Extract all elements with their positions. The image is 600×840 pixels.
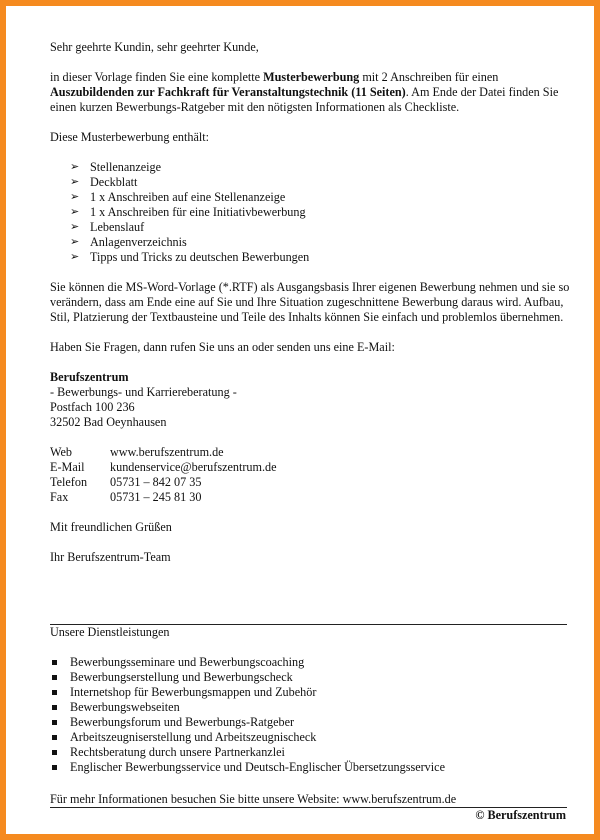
arrow-bullet-icon: ➢ [70, 191, 80, 203]
square-bullet-icon [52, 675, 57, 680]
services-section [50, 625, 570, 775]
copyright: © Berufszentrum [475, 808, 566, 822]
square-bullet-icon [52, 735, 57, 740]
square-bullet-icon [52, 750, 57, 755]
square-bullet-icon [52, 765, 57, 770]
intro-text-1: in dieser Vorlage finden Sie eine komplette [50, 70, 264, 84]
list-item: ➢ Lebenslauf [70, 220, 145, 234]
intro-text-2: mit 2 Anschreiben für einen [359, 70, 499, 84]
arrow-bullet-icon: ➢ [70, 251, 80, 263]
list-item: Bewerbungsforum und Bewerbungs-Ratgeber [50, 715, 570, 730]
intro-paragraph [50, 70, 570, 115]
contact-phone: Telefon 05731 – 842 07 35 [50, 475, 202, 489]
square-bullet-icon [52, 720, 57, 725]
services-heading: Unsere Dienstleistungen [50, 625, 170, 639]
list-item: ➢ 1 x Anschreiben für eine Initiativbewerbung [70, 205, 306, 219]
arrow-bullet-icon: ➢ [70, 221, 80, 233]
contents-heading: Diese Musterbewerbung enthält: [50, 130, 210, 144]
contact-fax: Fax 05731 – 245 81 30 [50, 490, 202, 504]
questions-line: Haben Sie Fragen, dann rufen Sie uns an oder senden uns eine E-Mail: [50, 340, 395, 354]
list-item: Rechtsberatung durch unsere Partnerkanzlei [50, 745, 570, 760]
arrow-bullet-icon: ➢ [70, 176, 80, 188]
intro-bold-2: Auszubildenden zur Fachkraft für Veranstaltungstechnik (11 Seiten) [50, 85, 406, 99]
list-item: Arbeitszeugniserstellung und Arbeitszeugnischeck [50, 730, 570, 745]
arrow-bullet-icon: ➢ [70, 206, 80, 218]
salutation: Sehr geehrte Kundin, sehr geehrter Kunde, [50, 40, 259, 54]
services-list [50, 655, 570, 775]
signature: Ihr Berufszentrum-Team [50, 550, 171, 564]
list-item: Bewerbungserstellung und Bewerbungscheck [50, 670, 570, 685]
arrow-bullet-icon: ➢ [70, 236, 80, 248]
list-item: ➢ Deckblatt [70, 175, 138, 189]
arrow-bullet-icon: ➢ [70, 161, 80, 173]
square-bullet-icon [52, 705, 57, 710]
contact-web: Web www.berufszentrum.de [50, 445, 224, 459]
list-item: Bewerbungsseminare und Bewerbungscoaching [50, 655, 570, 670]
company-city: 32502 Bad Oeynhausen [50, 415, 167, 429]
contents-list [50, 160, 570, 265]
usage-paragraph: Sie können die MS-Word-Vorlage (*.RTF) als Ausgangsbasis Ihrer eigenen Bewerbung nehmen und sie so verändern, dass am Ende eine auf Sie und Ihre Situation zugeschnittene Bewerbung daraus wird. Aufbau, Stil, Platzierung der Textbausteine und Teile des Inhalts können Sie einfach und problemlos übernehmen. [50, 280, 570, 324]
list-item: Englischer Bewerbungsservice und Deutsch-Englischer Übersetzungsservice [50, 760, 570, 775]
list-item: ➢ Anlagenverzeichnis [70, 235, 187, 249]
company-name: Berufszentrum [50, 370, 129, 384]
intro-text-3: . Am Ende der Datei finden Sie einen kurzen Bewerbungs-Ratgeber mit den nötigsten Informationen als Checkliste. [50, 85, 559, 114]
square-bullet-icon [52, 660, 57, 665]
company-postfach: Postfach 100 236 [50, 400, 135, 414]
closing: Mit freundlichen Grüßen [50, 520, 172, 534]
company-subtitle: - Bewerbungs- und Karriereberatung - [50, 385, 237, 399]
list-item: ➢ Tipps und Tricks zu deutschen Bewerbungen [70, 250, 310, 264]
intro-bold-1: Musterbewerbung [263, 70, 360, 84]
more-info-line: Für mehr Informationen besuchen Sie bitte unsere Website: www.berufszentrum.de [50, 792, 457, 806]
contact-email: E-Mail kundenservice@berufszentrum.de [50, 460, 277, 474]
list-item: Bewerbungswebseiten [50, 700, 570, 715]
list-item: Internetshop für Bewerbungsmappen und Zubehör [50, 685, 570, 700]
square-bullet-icon [52, 690, 57, 695]
email-link[interactable]: kundenservice@berufszentrum.de [110, 460, 277, 474]
list-item: ➢ 1 x Anschreiben auf eine Stellenanzeige [70, 190, 286, 204]
web-link[interactable]: www.berufszentrum.de [110, 445, 224, 459]
list-item: ➢ Stellenanzeige [70, 160, 162, 174]
letter-body [50, 40, 570, 565]
